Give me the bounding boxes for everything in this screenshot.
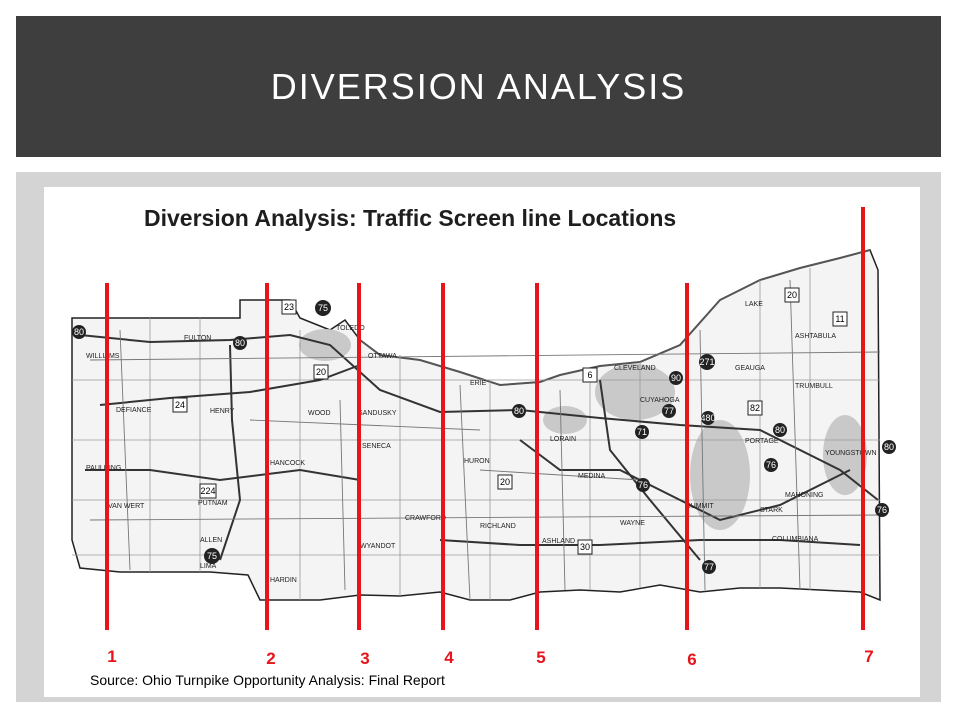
svg-text:DEFIANCE: DEFIANCE	[116, 407, 152, 414]
svg-text:80: 80	[234, 338, 246, 348]
svg-text:CUYAHOGA: CUYAHOGA	[640, 397, 680, 404]
svg-text:224: 224	[200, 486, 216, 496]
svg-text:FULTON: FULTON	[184, 335, 212, 342]
route-shield	[699, 354, 715, 370]
route-shield	[204, 548, 220, 564]
route-shield	[282, 300, 296, 314]
svg-text:80: 80	[513, 406, 525, 416]
route-shield	[314, 365, 328, 379]
svg-text:71: 71	[636, 427, 648, 437]
svg-text:TOLEDO: TOLEDO	[336, 325, 365, 332]
route-shield	[669, 371, 683, 385]
screen-line-label: 6	[687, 650, 697, 669]
svg-text:CRAWFORD: CRAWFORD	[405, 515, 446, 522]
screen-line-label: 1	[107, 647, 117, 666]
svg-text:90: 90	[670, 373, 682, 383]
figure-title: Diversion Analysis: Traffic Screen line Locations	[144, 205, 677, 231]
svg-text:SENECA: SENECA	[362, 443, 391, 450]
svg-text:11: 11	[835, 314, 845, 324]
svg-text:CLEVELAND: CLEVELAND	[614, 365, 656, 372]
svg-text:OTTAWA: OTTAWA	[368, 353, 397, 360]
svg-text:HARDIN: HARDIN	[270, 577, 297, 584]
svg-text:STARK: STARK	[760, 507, 783, 514]
svg-text:MAHONING: MAHONING	[785, 492, 824, 499]
svg-text:LIMA: LIMA	[200, 563, 217, 570]
svg-text:GEAUGA: GEAUGA	[735, 365, 765, 372]
svg-text:76: 76	[876, 505, 888, 515]
route-shield	[498, 475, 512, 489]
route-shield	[315, 300, 331, 316]
route-shield	[748, 401, 762, 415]
svg-text:WILLIAMS: WILLIAMS	[86, 353, 120, 360]
svg-text:PUTNAM: PUTNAM	[198, 500, 228, 507]
route-shield	[578, 540, 592, 554]
svg-text:80: 80	[774, 425, 786, 435]
svg-text:75: 75	[206, 551, 218, 561]
svg-text:82: 82	[749, 403, 761, 413]
svg-text:MEDINA: MEDINA	[578, 473, 606, 480]
svg-text:24: 24	[174, 400, 186, 410]
svg-text:6: 6	[587, 370, 593, 380]
svg-text:HENRY: HENRY	[210, 408, 235, 415]
svg-text:23: 23	[283, 302, 295, 312]
route-shield	[700, 411, 715, 425]
route-shield	[512, 404, 526, 418]
route-shield	[635, 425, 649, 439]
svg-text:271: 271	[699, 357, 715, 367]
svg-text:480: 480	[700, 413, 716, 423]
svg-text:RICHLAND: RICHLAND	[480, 523, 516, 530]
screen-line-label: 3	[360, 649, 370, 668]
route-shield	[785, 288, 799, 302]
route-shield	[773, 423, 787, 437]
svg-text:COLUMBIANA: COLUMBIANA	[772, 536, 819, 543]
screen-line-label: 7	[864, 647, 874, 666]
route-shield	[636, 478, 650, 492]
svg-text:SANDUSKY: SANDUSKY	[358, 410, 397, 417]
svg-text:LAKE: LAKE	[745, 301, 763, 308]
svg-text:ASHTABULA: ASHTABULA	[795, 333, 837, 340]
screen-line-label: 4	[444, 648, 454, 667]
screen-line-labels	[107, 647, 873, 669]
route-shield	[583, 368, 597, 382]
svg-text:ALLEN: ALLEN	[200, 537, 223, 544]
svg-text:VAN WERT: VAN WERT	[108, 503, 145, 510]
route-shield	[764, 458, 778, 472]
svg-text:WYANDOT: WYANDOT	[360, 543, 396, 550]
svg-text:YOUNGSTOWN: YOUNGSTOWN	[825, 450, 877, 457]
route-shield	[702, 560, 716, 574]
svg-text:77: 77	[703, 562, 715, 572]
screen-line-label: 5	[536, 648, 546, 667]
svg-text:WAYNE: WAYNE	[620, 520, 645, 527]
svg-text:HURON: HURON	[464, 458, 490, 465]
svg-text:20: 20	[315, 367, 327, 377]
route-shield	[875, 503, 889, 517]
svg-text:76: 76	[637, 480, 649, 490]
route-shield	[72, 325, 86, 339]
svg-text:PORTAGE: PORTAGE	[745, 438, 779, 445]
svg-text:80: 80	[883, 442, 895, 452]
route-shield	[833, 312, 847, 326]
svg-text:ASHLAND: ASHLAND	[542, 538, 576, 545]
route-shield	[662, 404, 676, 418]
svg-text:75: 75	[317, 303, 329, 313]
svg-text:LORAIN: LORAIN	[550, 436, 577, 443]
route-shield	[200, 484, 216, 498]
svg-text:PAULDING: PAULDING	[86, 465, 122, 472]
screen-line-label: 2	[266, 649, 276, 668]
route-shield	[173, 398, 187, 412]
svg-text:20: 20	[786, 290, 798, 300]
svg-text:HANCOCK: HANCOCK	[270, 460, 306, 467]
svg-text:30: 30	[579, 542, 591, 552]
svg-text:77: 77	[663, 406, 675, 416]
svg-text:TRUMBULL: TRUMBULL	[795, 383, 833, 390]
figure-source: Source: Ohio Turnpike Opportunity Analysis: Final Report	[90, 672, 445, 688]
svg-text:80: 80	[73, 327, 85, 337]
svg-text:20: 20	[499, 477, 511, 487]
svg-text:WOOD: WOOD	[308, 410, 331, 417]
route-shield	[233, 336, 247, 350]
svg-text:ERIE: ERIE	[470, 380, 487, 387]
route-shield	[882, 440, 896, 454]
svg-text:76: 76	[765, 460, 777, 470]
slide-title: DIVERSION ANALYSIS	[270, 65, 687, 107]
svg-text:SUMMIT: SUMMIT	[686, 503, 714, 510]
